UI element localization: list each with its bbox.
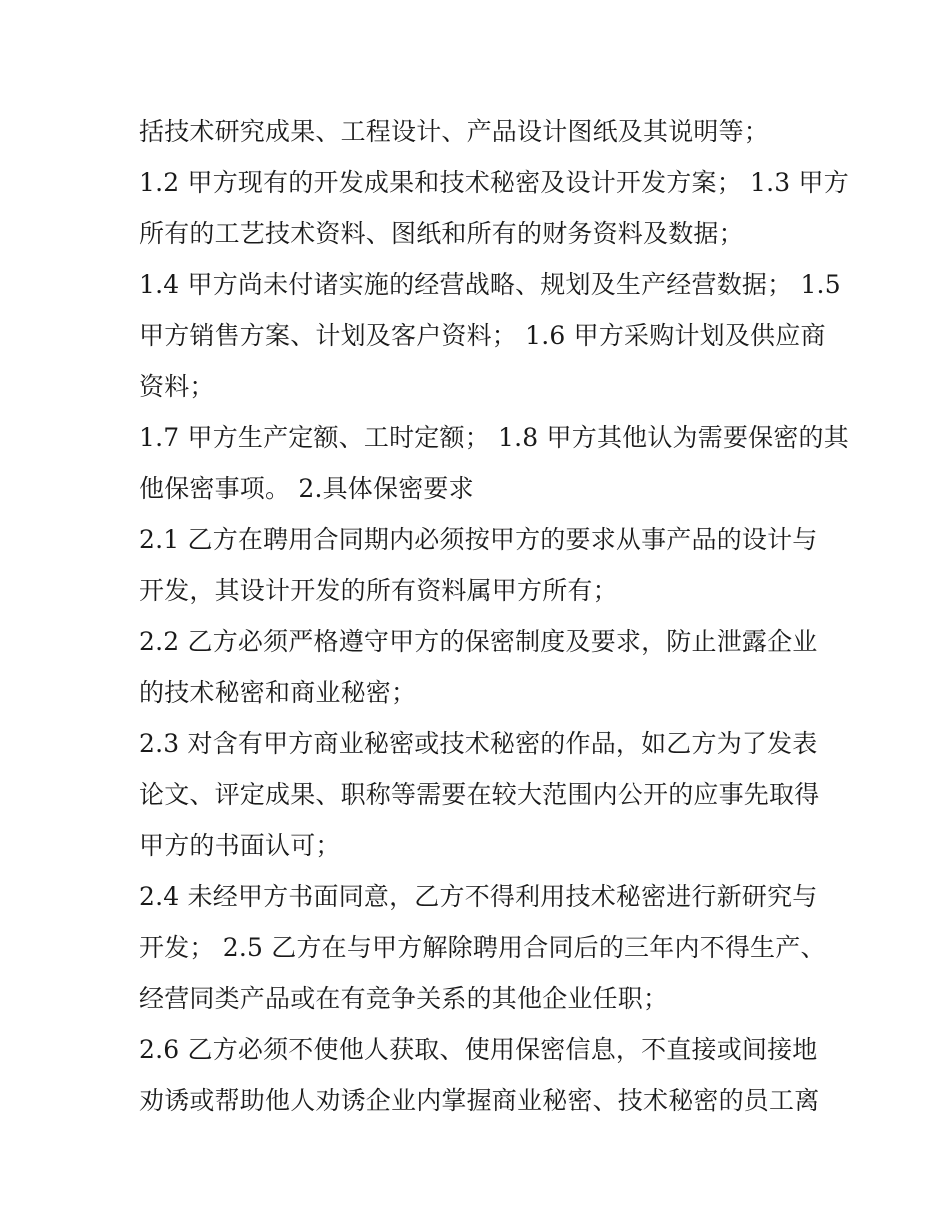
text-line: 他保密事项。 2.具体保密要求: [139, 474, 474, 503]
text-line: 2.2 乙方必须严格遵守甲方的保密制度及要求，防止泄露企业: [139, 627, 818, 656]
text-line: 2.4 未经甲方书面同意，乙方不得利用技术秘密进行新研究与: [139, 882, 818, 911]
text-line: 括技术研究成果、工程设计、产品设计图纸及其说明等；: [139, 117, 770, 146]
text-line: 开发； 2.5 乙方在与甲方解除聘用合同后的三年内不得生产、: [139, 933, 826, 962]
text-line: 的技术秘密和商业秘密；: [139, 678, 417, 707]
text-line: 1.2 甲方现有的开发成果和技术秘密及设计开发方案； 1.3 甲方: [139, 168, 849, 197]
text-line: 开发，其设计开发的所有资料属甲方所有；: [139, 576, 618, 605]
document-body: [139, 106, 849, 1126]
text-line: 资料；: [139, 372, 215, 401]
text-line: 1.4 甲方尚未付诸实施的经营战略、规划及生产经营数据； 1.5: [139, 270, 841, 299]
text-line: 2.6 乙方必须不使他人获取、使用保密信息，不直接或间接地: [139, 1035, 818, 1064]
text-line: 所有的工艺技术资料、图纸和所有的财务资料及数据；: [139, 219, 744, 248]
text-line: 2.1 乙方在聘用合同期内必须按甲方的要求从事产品的设计与: [139, 525, 818, 554]
text-line: 经营同类产品或在有竞争关系的其他企业任职；: [139, 984, 669, 1013]
text-line: 论文、评定成果、职称等需要在较大范围内公开的应事先取得: [139, 780, 820, 809]
text-line: 1.7 甲方生产定额、工时定额； 1.8 甲方其他认为需要保密的其: [139, 423, 849, 452]
text-line: 2.3 对含有甲方商业秘密或技术秘密的作品，如乙方为了发表: [139, 729, 818, 758]
text-line: 劝诱或帮助他人劝诱企业内掌握商业秘密、技术秘密的员工离: [139, 1086, 820, 1115]
text-line: 甲方销售方案、计划及客户资料； 1.6 甲方采购计划及供应商: [139, 321, 826, 350]
text-line: 甲方的书面认可；: [139, 831, 341, 860]
